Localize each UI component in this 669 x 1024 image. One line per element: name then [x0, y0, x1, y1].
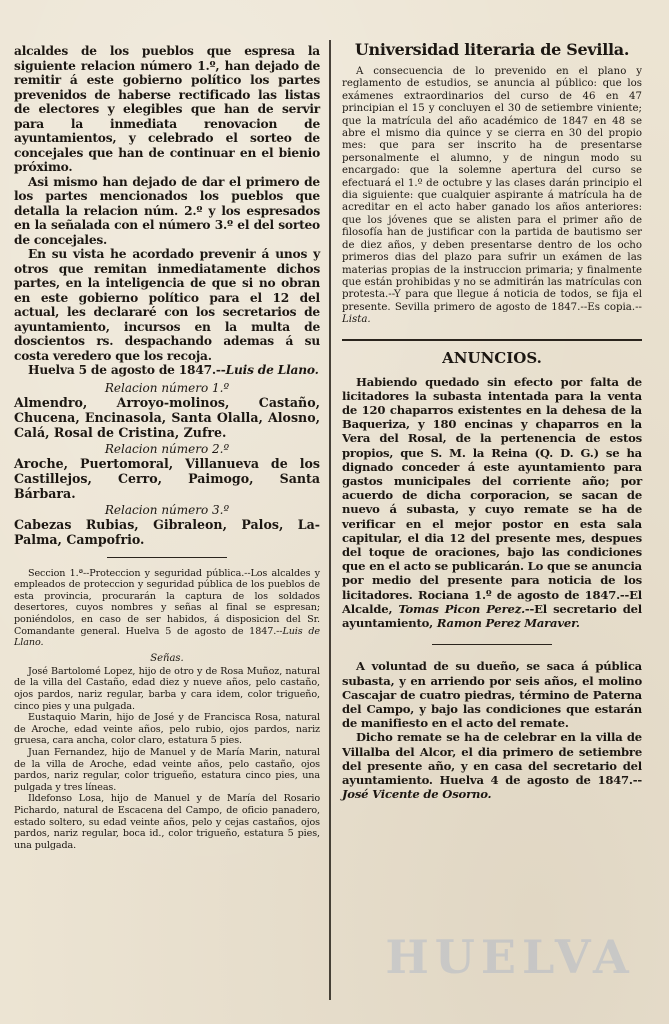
deserter-2: Eustaquio Marin, hijo de José y de Francisca Rosa, natural de Aroche, edad veinte años, pelo rubio, ojos pardos, nariz gruesa, cara ancha, color claro, estatura 5 pies. [14, 712, 320, 747]
date-text: Huelva 5 de agosto de 1847.-- [28, 363, 226, 377]
anuncio-1-signer: Tomas Picon Perez. [398, 601, 525, 616]
relation-towns: Aroche, Puertomoral, Villanueva de los Castillejos, Cerro, Paimogo, Santa Bárbara. [14, 455, 320, 501]
section-divider [107, 557, 227, 558]
signature: Luis de Llano. [225, 363, 319, 377]
intro-paragraph-2: Asi mismo han dejado de dar el primero de los partes mencionados los pueblos que detalla la relacion núm. 2.º y los espresados en la señalada con el número 3.º el del sorteo de concejales. [14, 174, 320, 247]
seccion-text: Seccion 1.ª--Proteccion y seguridad pública.--Los alcaldes y empleados de proteccion y seguridad pública de los pueblos de esta provincia, procurarán la captura de los soldados desertores, cuyos nombres y señas al final se espresan; poniéndolos, en caso de ser habidos, á disposicion del Sr. Comandante general. Huelva 5 de agosto de 1847.-- [14, 567, 320, 637]
section-rule [342, 339, 642, 341]
anuncio-divider [432, 644, 552, 645]
anuncio-2b-text: Dicho remate se ha de celebrar en la villa de Villalba del Alcor, el dia primero de setiembre del presente año, y en casa del secretario del ayuntamiento. Huelva 4 de agosto de 1847.-- [342, 730, 642, 787]
relation-3 [14, 503, 320, 547]
relation-towns: Cabezas Rubias, Gibraleon, Palos, La-Palma, Campofrio. [14, 516, 320, 547]
deserter-1: José Bartolomé Lopez, hijo de otro y de Rosa Muñoz, natural de la villa del Castaño, edad diez y nueve años, pelo castaño, ojos pardos, nariz regular, barba y cara idem, color trigueño, cinco pies y una pulgada. [14, 665, 320, 712]
seccion-signature: Luis de Llano. [14, 625, 320, 649]
senas-title: Señas. [150, 652, 184, 664]
anuncio-2-signature: José Vicente de Osorno. [342, 787, 492, 802]
anuncio-1-text: Habiendo quedado sin efecto por falta de licitadores la subasta intentada para la venta de 120 chaparros existentes en la dehesa de la Baqueriza, y 180 encinas y chaparros en la Vera del Rosal, de la pertenencia de estos propios, que S. M. la Reina (Q. D. G.) se ha dignado conceder á este ayuntamiento para gastos municipales del corriente año; por acuerdo de dicha corporacion, se sacan de nuevo á subasta, y cuyo remate se ha de verificar en el mejor postor en esta sala capitular, el dia 12 del presente mes, despues del toque de oraciones, bajo las condiciones que en el acto se publicarán. Lo que se anuncia por medio del presente para noticia de los licitadores. Rociana 1.º de agosto de 1847.--El Alcalde, [342, 374, 642, 616]
anuncios-heading: ANUNCIOS. [442, 348, 542, 367]
university-paragraph [342, 66, 642, 327]
relation-title: Relacion número 3.º [104, 502, 230, 517]
university-text: A consecuencia de lo prevenido en el plano y reglamento de estudios, se anuncia al público: que los exámenes extraordinarios del curso de 46 en 47 principian el 15 y concluyen el 30 de setiembre viniente; que la matrícula del año académico de 1847 en 48 se abre el mismo dia quince y se cierra en 30 del propio mes: que para ser inscrito ha de presentarse personalmente el alumno, y de ningun modo su encargado: que la solemne apertura del curso se efectuará el 1.º de octubre y las clases darán principio el dia siguiente: que cualquier aspirante á matrícula ha de acreditar en el acto haber ganado los años anteriores: que los jóvenes que se alisten para el primer año de filosofía han de justificar con la partida de bautismo ser de diez años, y deben presentarse dentro de los ocho primeros dias del plazo para sufrir un exámen de las materias propias de la instruccion primaria; y finalmente que están prohibidas y no se admitirán las matrículas con protesta.--Y para que llegue á noticia de todos, se fija el presente. Sevilla primero de agosto de 1847.--Es copia.-- [342, 66, 642, 313]
right-column [342, 38, 642, 801]
anuncio-1-mid: --El secretario del ayuntamiento, [342, 601, 642, 630]
intro-paragraph-1: alcaldes de los pueblos que espresa la siguiente relacion número 1.º, han dejado de remitir á este gobierno político los partes prevenidos de haberse rectificado las listas de electores y elegibles que han de servir para la inmediata renovacion de ayuntamientos, y celebrado el sorteo de concejales que han de continuar en el bienio próximo. [14, 44, 320, 174]
university-heading: Universidad literaria de Sevilla. [354, 40, 630, 59]
anuncio-2a: A voluntad de su dueño, se saca á pública subasta, y en arriendo por seis años, el molino Cascajar de cuatro piedras, término de Paterna del Campo, y bajo las condiciones que estarán de manifiesto en el acto del remate. [342, 659, 642, 731]
column-divider [329, 40, 331, 1000]
relation-title: Relacion número 2.º [104, 441, 230, 456]
relation-title: Relacion número 1.º [104, 380, 230, 395]
seccion-paragraph [14, 568, 320, 649]
deserter-3: Juan Fernandez, hijo de Manuel y de María Marin, natural de la villa de Aroche, edad veinte años, pelo castaño, ojos pardos, nariz regular, color trigueño, estatura cinco pies, una pulgada y tres líneas. [14, 747, 320, 793]
anuncio-2b [342, 730, 642, 801]
university-signature: Lista. [342, 314, 371, 326]
date-line [14, 363, 320, 378]
relation-towns: Almendro, Arroyo-molinos, Castaño, Chucena, Encinasola, Santa Olalla, Alosno, Calá, Rosal de Cristina, Zufre. [14, 394, 320, 440]
relation-1 [14, 381, 320, 440]
left-column [14, 44, 320, 851]
archive-watermark: HUELVA [385, 930, 635, 984]
relation-2 [14, 442, 320, 501]
anuncio-1-secretary: Ramon Perez Maraver. [436, 615, 580, 630]
anuncio-1 [342, 375, 642, 631]
deserter-4: Ildefonso Losa, hijo de Manuel y de María del Rosario Pichardo, natural de Escacena del Campo, de oficio panadero, estado soltero, su edad veinte años, pelo y cejas castaños, ojos pardos, nariz regular, boca id., color trigueño, estatura 5 pies, una pulgada. [14, 793, 320, 851]
intro-paragraph-3: En su vista he acordado prevenir á unos y otros que remitan inmediatamente dichos partes, en la inteligencia de que si no obran en este gobierno político para el 12 del actual, les declararé con los secretarios de ayuntamiento, incursos en la multa de doscientos rs. despachando ademas á su costa veredero que los recoja. [14, 247, 320, 363]
